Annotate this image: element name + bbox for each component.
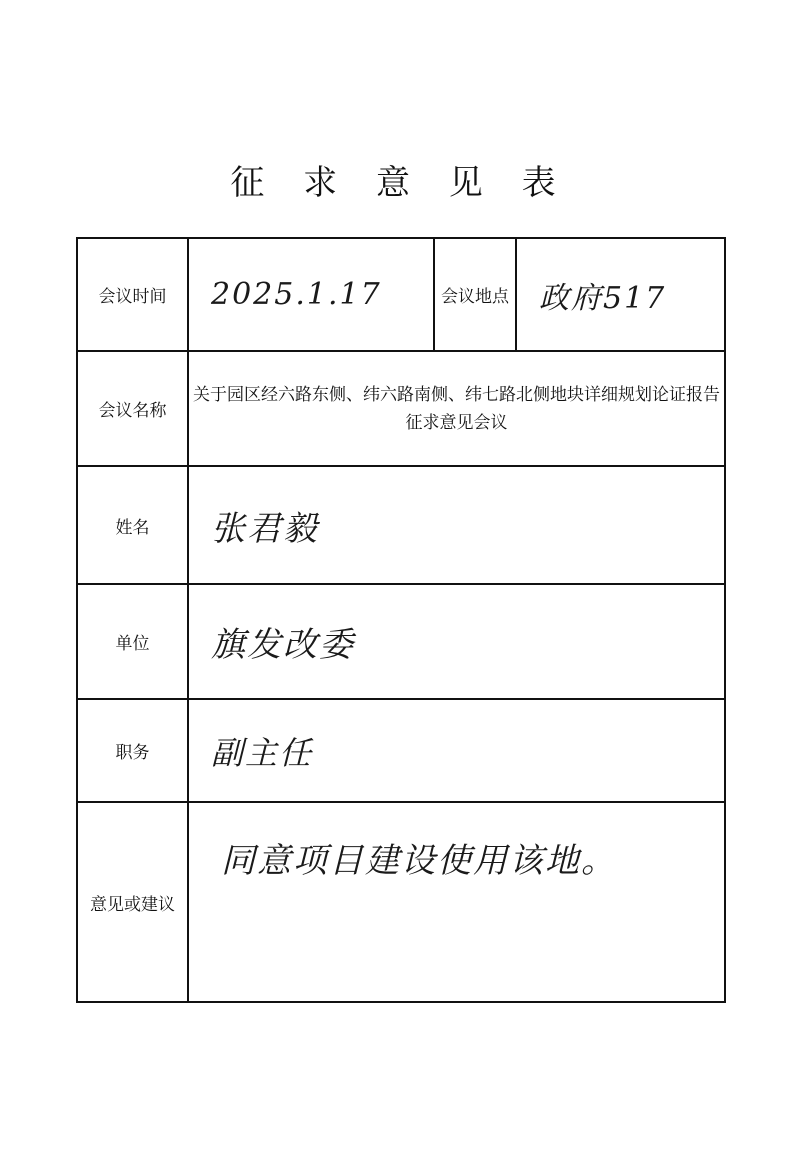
meeting-name-value: 关于园区经六路东侧、纬六路南侧、纬七路北侧地块详细规划论证报告征求意见会议	[188, 351, 725, 466]
name-value	[188, 466, 725, 584]
opinion-label: 意见或建议	[77, 802, 188, 1002]
row-unit	[77, 584, 725, 699]
meeting-place-value	[516, 238, 725, 351]
row-position	[77, 699, 725, 802]
name-label: 姓名	[77, 466, 188, 584]
position-label: 职务	[77, 699, 188, 802]
unit-value	[188, 584, 725, 699]
meeting-place-handwriting: 政府517	[539, 280, 667, 316]
form-title: 征 求 意 见 表	[230, 163, 570, 203]
opinion-handwriting: 同意项目建设使用该地。	[221, 841, 617, 881]
meeting-time-value	[188, 238, 434, 351]
unit-handwriting: 旗发改委	[211, 625, 355, 665]
meeting-time-handwriting: 2025.1.17	[211, 277, 382, 312]
meeting-time-label: 会议时间	[77, 238, 188, 351]
row-opinion	[77, 802, 725, 1002]
row-meeting-time-place	[77, 238, 725, 351]
row-name	[77, 466, 725, 584]
opinion-form-table	[76, 237, 726, 1003]
meeting-name-label: 会议名称	[77, 351, 188, 466]
unit-label: 单位	[77, 584, 188, 699]
position-value	[188, 699, 725, 802]
opinion-value	[188, 802, 725, 1002]
name-handwriting: 张君毅	[211, 508, 319, 549]
row-meeting-name	[77, 351, 725, 466]
meeting-place-label: 会议地点	[434, 238, 516, 351]
position-handwriting: 副主任	[211, 733, 314, 772]
